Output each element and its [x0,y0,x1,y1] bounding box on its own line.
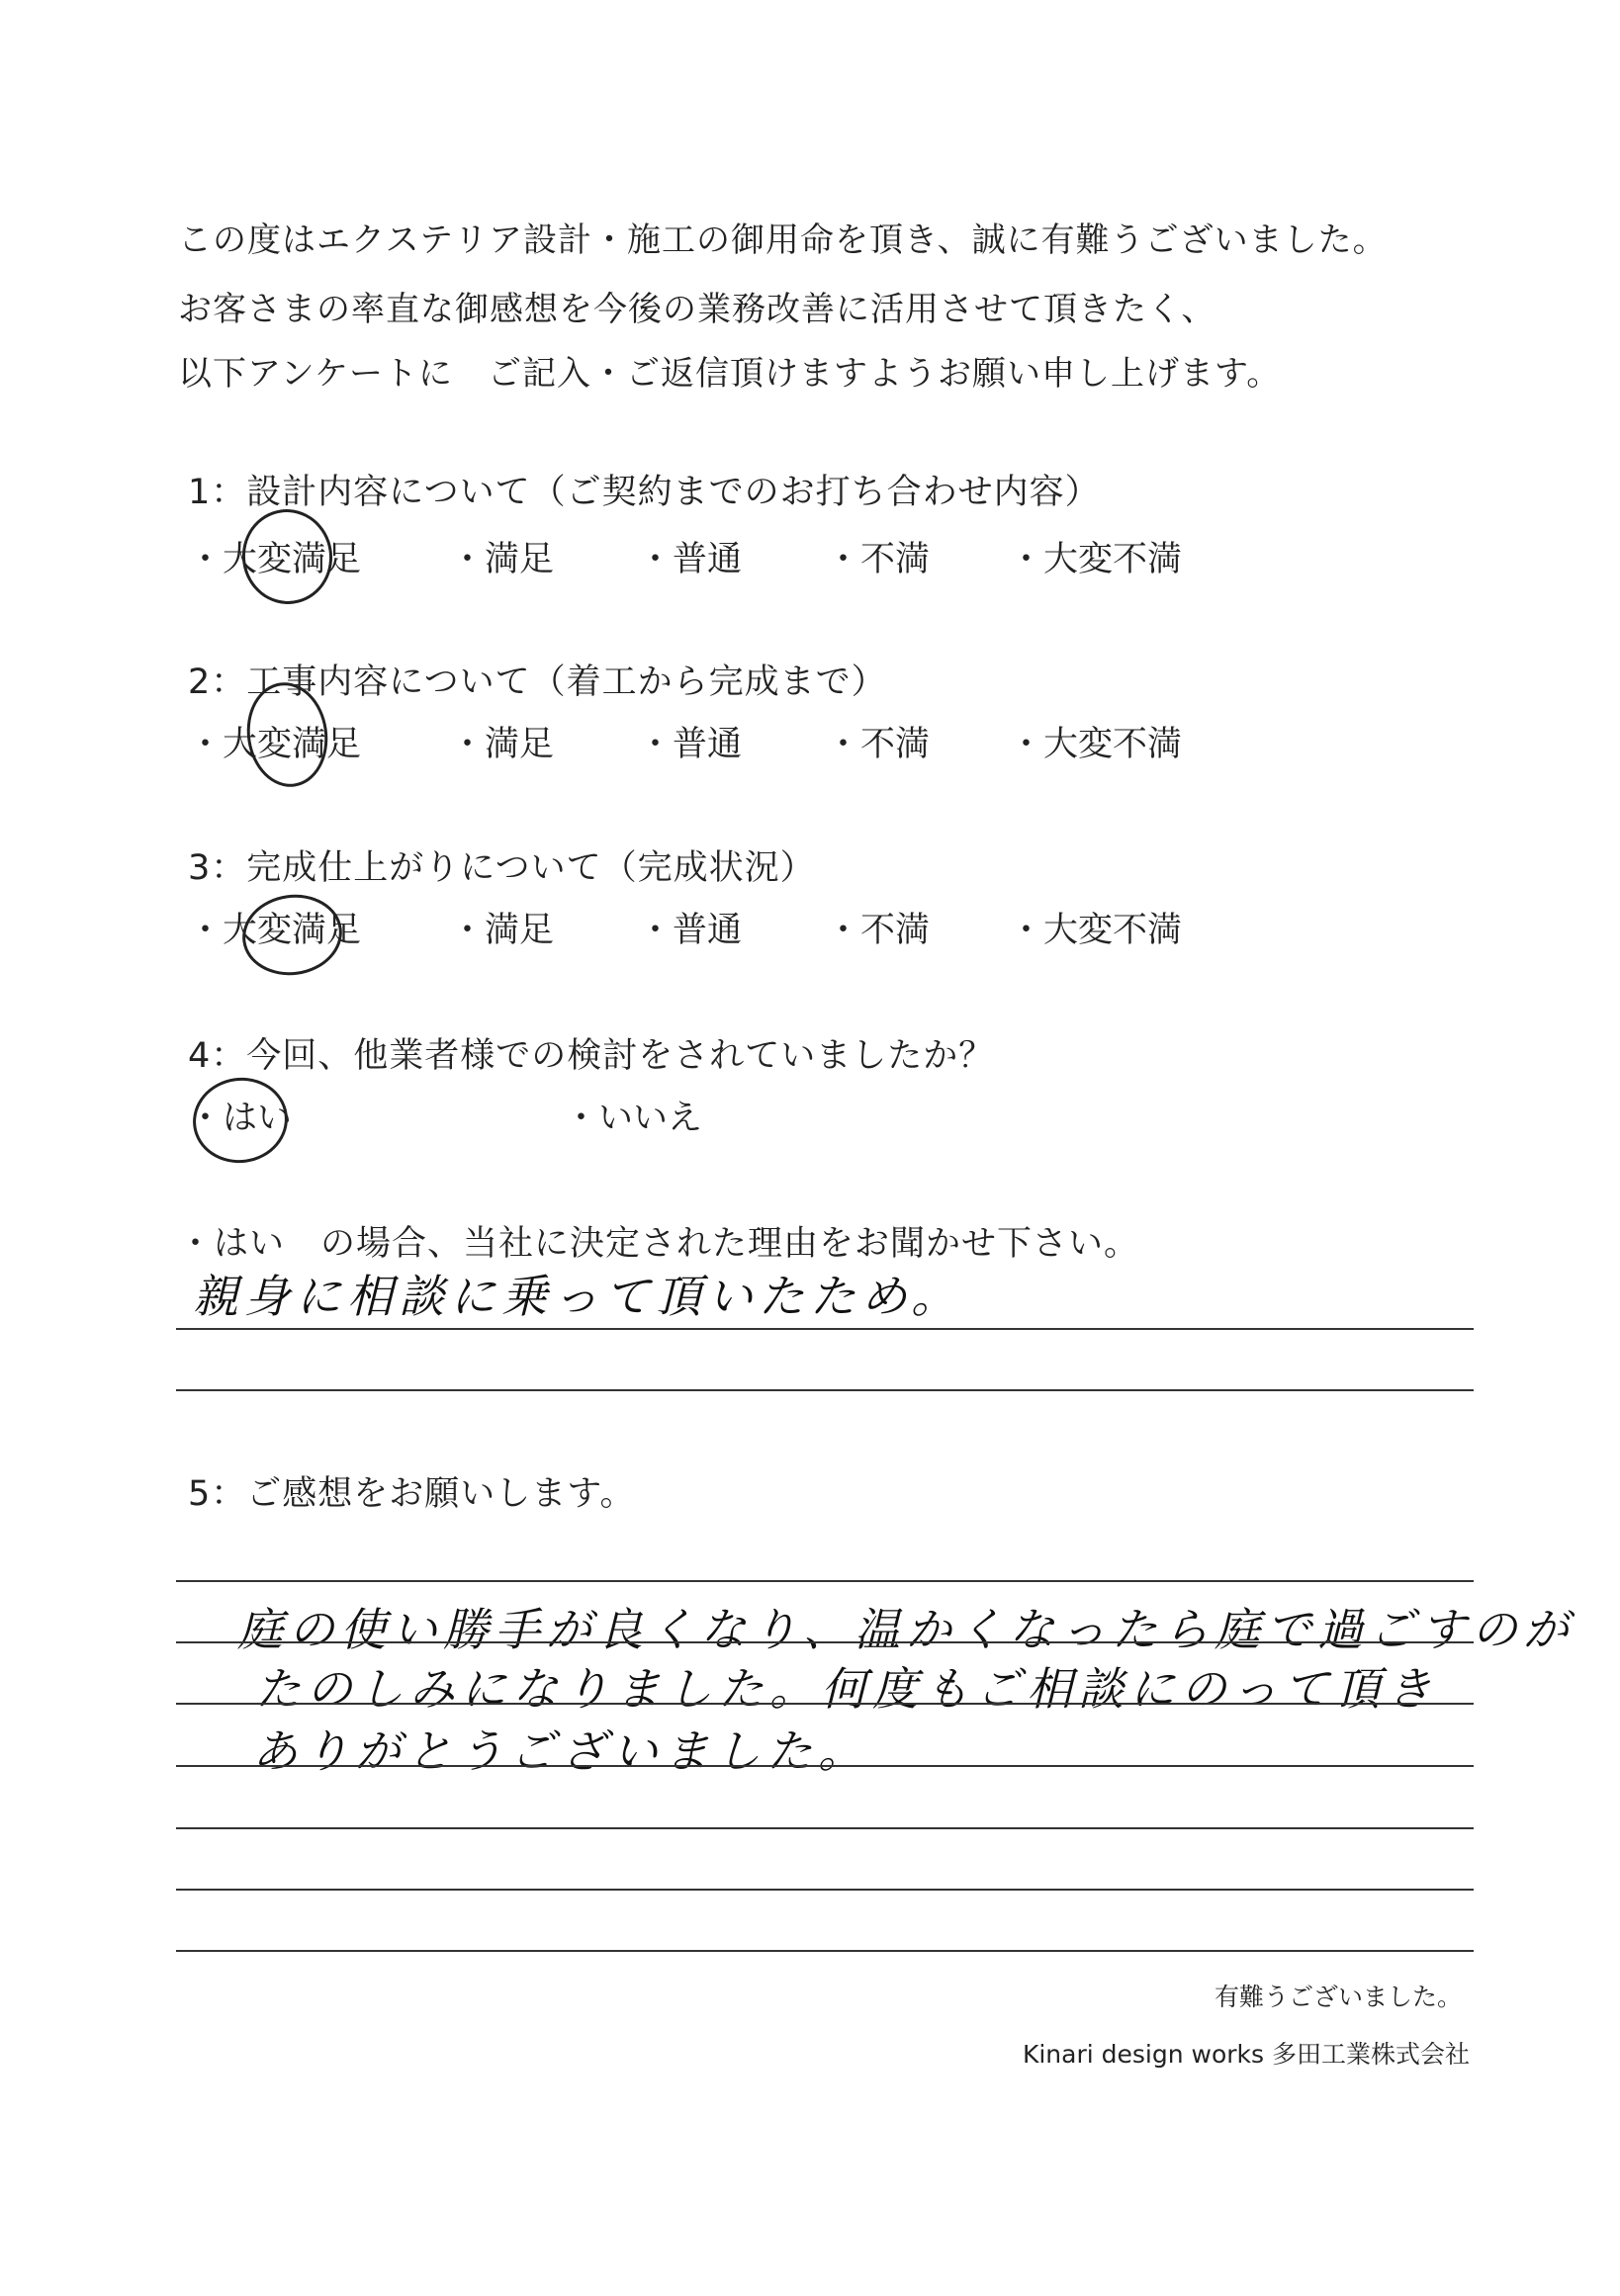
q4-option-no[interactable]: ・いいえ [564,1099,703,1138]
q1-option-satisfied[interactable]: ・満足 [450,540,555,579]
q4-option-yes[interactable]: ・はい [188,1099,293,1138]
q3-option-normal[interactable]: ・普通 [638,911,743,950]
question-2-title: 2：工事内容について（着工から完成まで） [188,662,887,702]
q1-option-very-satisfied[interactable]: ・大変満足 [188,540,362,579]
answer-line [176,1389,1474,1391]
q2-option-normal[interactable]: ・普通 [638,725,743,764]
answer-line [176,1641,1474,1643]
answer-line [176,1827,1474,1829]
comment-line-2[interactable]: たのしみになりました。何度もご相談にのって頂き [255,1662,1438,1716]
q3-option-very-satisfied[interactable]: ・大変満足 [188,911,362,950]
q2-option-very-dissatisfied[interactable]: ・大変不満 [1009,725,1183,764]
intro-line-3: 以下アンケートに ご記入・ご返信頂けますようお願い申し上げます。 [178,354,1282,394]
q4-selection-circle [187,1072,293,1170]
footer-thanks: 有難うございました。 [1214,1983,1462,2011]
answer-line [176,1950,1474,1952]
q1-option-dissatisfied[interactable]: ・不満 [826,540,931,579]
comment-line-1[interactable]: 庭の使い勝手が良くなり、温かくなったら庭で過ごすのが [237,1603,1575,1656]
question-4-title: 4：今回、他業者様での検討をされていましたか？ [188,1036,995,1076]
q2-option-dissatisfied[interactable]: ・不満 [826,725,931,764]
answer-line [176,1889,1474,1891]
answer-line [176,1580,1474,1582]
q3-option-dissatisfied[interactable]: ・不満 [826,911,931,950]
q2-option-satisfied[interactable]: ・満足 [450,725,555,764]
answer-line [176,1765,1474,1767]
reason-prompt: ・はい の場合、当社に決定された理由をお聞かせ下さい。 [178,1224,1140,1264]
q3-option-satisfied[interactable]: ・満足 [450,911,555,950]
q3-option-very-dissatisfied[interactable]: ・大変不満 [1009,911,1183,950]
intro-line-2: お客さまの率直な御感想を今後の業務改善に活用させて頂きたく、 [178,290,1216,329]
answer-line [176,1328,1474,1330]
q1-option-normal[interactable]: ・普通 [638,540,743,579]
question-3-title: 3：完成仕上がりについて（完成状況） [188,848,816,888]
answer-line [176,1703,1474,1705]
question-5-title: 5：ご感想をお願いします。 [188,1474,636,1514]
q1-option-very-dissatisfied[interactable]: ・大変不満 [1009,540,1183,579]
reason-answer[interactable]: 親身に相談に乗って頂いたため。 [193,1270,963,1323]
question-1-title: 1：設計内容について（ご契約までのお打ち合わせ内容） [188,473,1101,512]
comment-line-3[interactable]: ありがとうございました。 [252,1724,869,1778]
q2-option-very-satisfied[interactable]: ・大変満足 [188,725,362,764]
intro-line-1: この度はエクステリア設計・施工の御用命を頂き、誠に有難うございました。 [178,221,1388,260]
q1-selection-circle [236,503,338,610]
footer-company: Kinari design works 多田工業株式会社 [1022,2040,1470,2069]
